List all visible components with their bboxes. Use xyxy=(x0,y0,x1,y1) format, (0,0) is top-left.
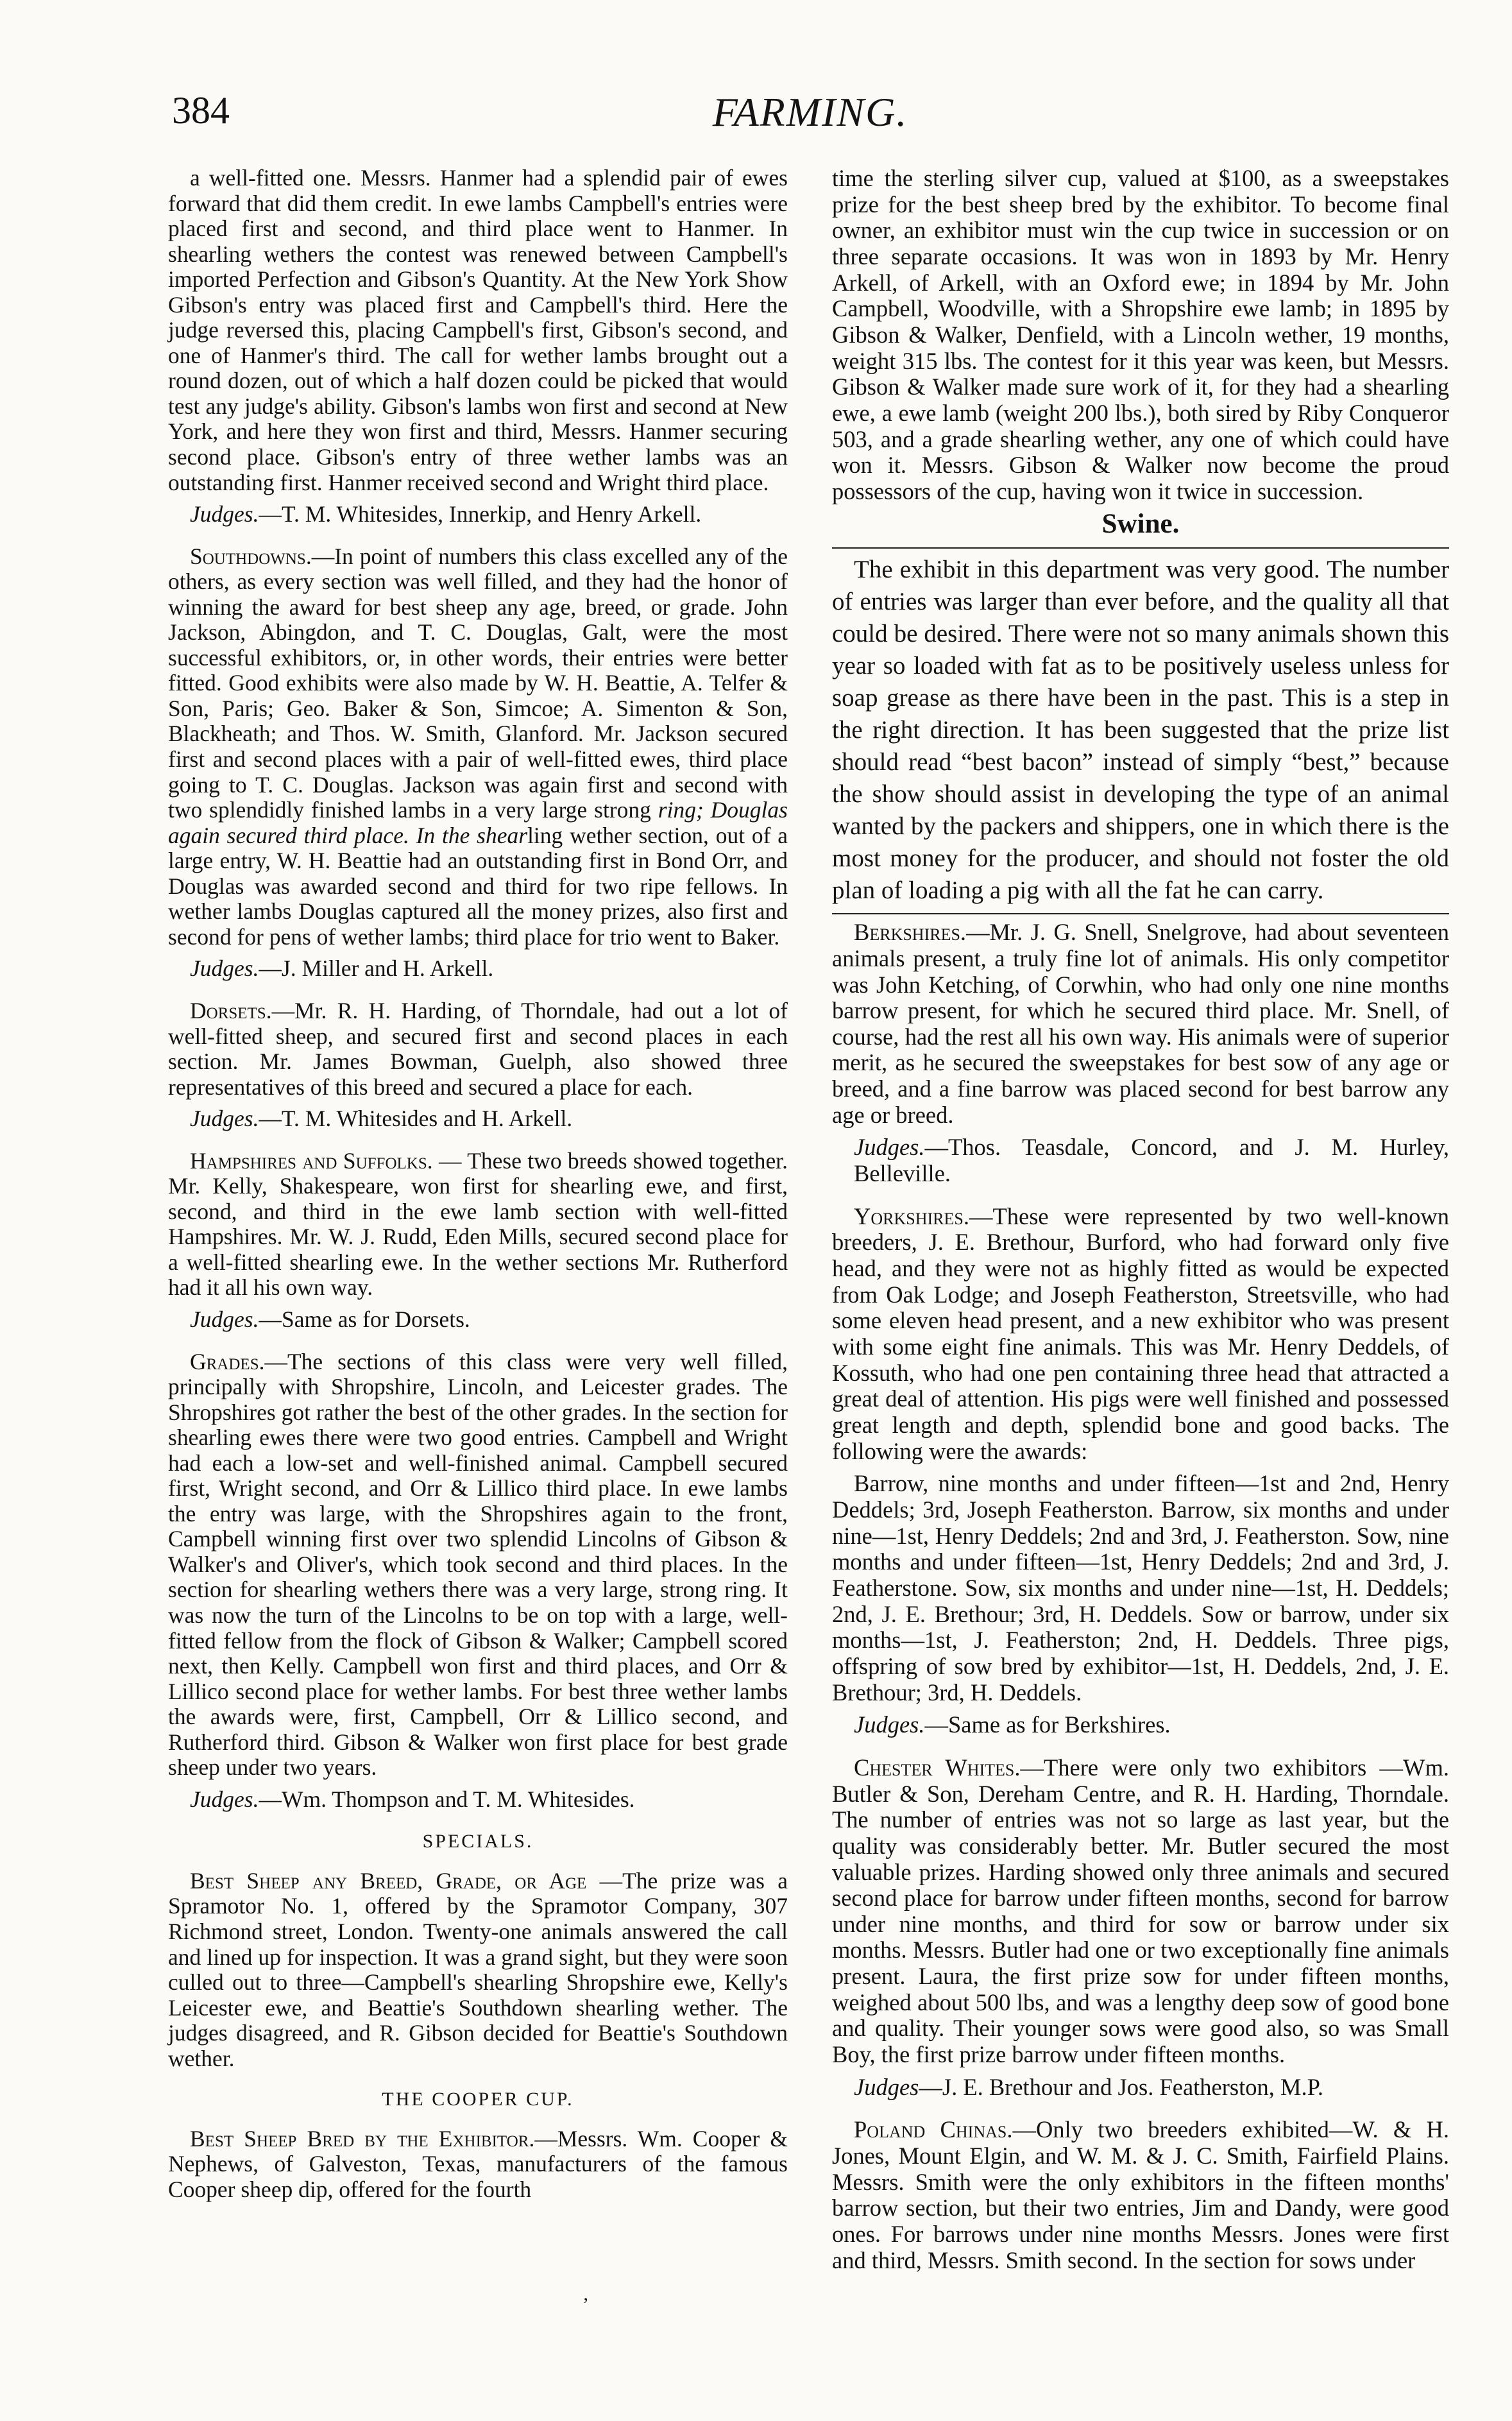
continuation-paragraph: a well-fitted one. Messrs. Hanmer had a splendid pair of ewes forward that did them credit. In ewe lambs Campbell's entries were placed first and second, and third place went to Hanmer. In shearling wethers the contest was renewed between Campbell's imported Perfection and Gibson's Quantity. At the New York Show Gibson's entry was placed first and Campbell's third. Here the judge reversed this, placing Campbell's first, Gibson's second, and one of Hanmer's third. The call for wether lambs brought out a round dozen, out of which a half dozen could be picked that would test any judge's ability. Gibson's lambs won first and second at New York, and here they won first and third, Messrs. Hanmer securing second place. Gibson's entry of three wether lambs was an outstanding first. Hanmer received second and Wright third place. xyxy=(168,165,788,495)
cooper-cup-continuation: time the sterling silver cup, valued at $100, as a sweepstakes prize for the best sheep bred by the exhibitor. To become final owner, an exhibitor must win the cup twice in succession or on three separate occasions. It was won in 1893 by Mr. Henry Arkell, of Arkell, with an Oxford ewe; in 1894 by Mr. John Campbell, Woodville, with a Shropshire ewe lamb; in 1895 by Gibson & Walker, Denfield, with a Lincoln wether, 19 months, weight 315 lbs. The contest for it this year was keen, but Messrs. Gibson & Walker made sure work of it, for they had a shearling ewe, a ewe lamb (weight 200 lbs.), both sired by Riby Conqueror 503, and a grade shearling wether, any one of which could have won it. Messrs. Gibson & Walker now become the proud possessors of the cup, having won it twice in succession. xyxy=(832,165,1449,504)
dorsets-heading: Dorsets. xyxy=(190,997,272,1023)
hampshires-paragraph xyxy=(168,1149,788,1301)
page-number: 384 xyxy=(172,89,230,132)
grades-text: —The sections of this class were very well filled, principally with Shropshire, Lincoln, and Leicester grades. The Shropshires got rather the best of the other grades. In the section for shearling ewes there were two good entries. Campbell and Wright had each a low-set and well-finished animal. Campbell secured first, Wright second, and Orr & Lillico third place. In ewe lambs the entry was large, with the Shropshires again to the front, Campbell winning first over two splendid Lincolns of Gibson & Walker's and Oliver's, which took second and third places. In the section for shearling wethers there was a very large, strong ring. It was now the turn of the Lincolns to be on top with a large, well-fitted fellow from the flock of Gibson & Walker; Campbell scored next, then Kelly. Campbell won first and third places, and Orr & Lillico second place for wether lambs. For best three wether lambs the awards were, first, Campbell, Orr & Lillico second, and Rutherford third. Gibson & Walker won first place for best grade sheep under two years. xyxy=(168,1348,788,1781)
section-rule xyxy=(832,913,1449,914)
poland-chinas-paragraph xyxy=(832,2117,1449,2273)
grades-paragraph xyxy=(168,1349,788,1781)
southdowns-italic: ring; Douglas again secured third place. In the shear xyxy=(168,797,788,848)
yorkshires-text: —These were represented by two well-known breeders, J. E. Brethour, Burford, who had forward only five head, and they were not as highly fitted as would be expected from Oak Lodge; and Joseph Featherston, Streetsville, who had some eleven head present, and a new exhibitor who was present with some eight fine animals. This was Mr. Henry Deddels, of Kossuth, who had one pen containing three head that attracted a great deal of attention. His pigs were well finished and possessed great length and depth, splendid bone and good backs. The following were the awards: xyxy=(832,1202,1449,1464)
best-sheep-paragraph xyxy=(168,1869,788,2071)
judges-label: Judges. xyxy=(190,1786,259,1812)
yorkshires-paragraph xyxy=(832,1204,1449,1465)
yorkshires-awards: Barrow, nine months and under fifteen—1st and 2nd, Henry Deddels; 3rd, Joseph Featherston. Barrow, six months and under nine—1st, Henry Deddels; 2nd and 3rd, J. Featherston. Sow, nine months and under fifteen—1st, Henry Deddels; 2nd and 3rd, J. Featherstone. Sow, six months and under nine—1st, H. Deddels; 2nd, J. E. Brethour; 3rd, H. Deddels. Sow or barrow, under six months—1st, J. Featherston; 2nd, H. Deddels. Three pigs, offspring of sow bred by exhibitor—1st, H. Deddels, 2nd, J. E. Brethour; 3rd, H. Deddels. xyxy=(832,1470,1449,1706)
judges-line xyxy=(832,1134,1449,1186)
judges-line xyxy=(168,502,788,527)
judges-text: —J. E. Brethour and Jos. Featherston, M.P. xyxy=(919,2073,1323,2100)
judges-label: Judges. xyxy=(854,1134,925,1161)
cooper-cup-heading: THE COOPER CUP. xyxy=(382,2089,574,2110)
hampshires-heading: Hampshires and Suffolks. xyxy=(190,1147,433,1174)
judges-text: —T. M. Whitesides, Innerkip, and Henry Arkell. xyxy=(259,501,702,527)
judges-text: —J. Miller and H. Arkell. xyxy=(259,955,494,982)
best-sheep-heading: Best Sheep any Breed, Grade, or Age xyxy=(190,1867,587,1894)
judges-line xyxy=(168,1307,788,1333)
poland-chinas-heading: Poland Chinas. xyxy=(854,2116,1013,2143)
southdowns-heading: Southdowns. xyxy=(190,543,312,569)
judges-text: —Wm. Thompson and T. M. Whitesides. xyxy=(259,1786,635,1812)
judges-text: —T. M. Whitesides and H. Arkell. xyxy=(259,1106,573,1132)
footer-mark: ’ xyxy=(582,2294,589,2315)
berkshires-paragraph xyxy=(832,920,1449,1128)
judges-label: Judges. xyxy=(190,955,259,982)
chester-whites-text: —There were only two exhibitors —Wm. Butler & Son, Dereham Centre, and R. H. Harding, Thorndale. The number of entries was not so large as last year, but the quality was considerably better. Mr. Butler secured the most valuable prizes. Harding showed only three animals and secured second place for barrow under fifteen months, second for barrow under nine months, and third for sow or barrow under six months. Messrs. Butler had one or two exceptionally fine animals present. Laura, the first prize sow for under fifteen months, weighed about 500 lbs, and was a lengthy deep sow of good bone and quality. Their younger sows were good also, so was Small Boy, the first prize barrow under fifteen months. xyxy=(832,1754,1449,2068)
section-rule xyxy=(832,547,1449,549)
bred-by-text: —Messrs. Wm. Cooper & Nephews, of Galveston, Texas, manufacturers of the famous Cooper sheep dip, offered for the fourth xyxy=(168,2125,788,2202)
judges-label: Judges. xyxy=(190,1106,259,1132)
running-title: FARMING. xyxy=(712,89,908,135)
poland-chinas-text: —Only two breeders exhibited—W. & H. Jones, Mount Elgin, and W. M. & J. C. Smith, Fairfield Plains. Messrs. Smith were the only exhibitors in the fifteen months' barrow section, but their two entries, Jim and Dandy, were good ones. For barrows under nine months Messrs. Jones were first and third, Messrs. Smith second. In the section for sows under xyxy=(832,2116,1449,2273)
berkshires-text: —Mr. J. G. Snell, Snelgrove, had about seventeen animals present, a truly fine lot of animals. His only competitor was John Ketching, of Corwhin, who had only one nine months barrow present, for which he secured third place. Mr. Snell, of course, had the rest all his own way. His animals were of superior merit, as he secured the sweepstakes for best sow of any age or breed, and a fine barrow was placed second for best barrow any age or breed. xyxy=(832,919,1449,1128)
right-column xyxy=(832,166,1449,2280)
judges-line xyxy=(168,1106,788,1132)
page-header xyxy=(172,89,1448,146)
southdowns-paragraph xyxy=(168,544,788,950)
judges-line xyxy=(832,2075,1449,2101)
judges-label: Judges. xyxy=(854,1711,925,1738)
judges-line xyxy=(168,956,788,982)
dorsets-paragraph xyxy=(168,998,788,1100)
specials-heading: SPECIALS. xyxy=(422,1831,534,1852)
chester-whites-paragraph xyxy=(832,1755,1449,2068)
judges-label: Judges. xyxy=(190,1306,259,1332)
bred-by-exhibitor-paragraph xyxy=(168,2126,788,2203)
left-column xyxy=(168,166,788,2209)
judges-line xyxy=(168,1787,788,1813)
berkshires-heading: Berkshires. xyxy=(854,919,967,946)
judges-text: —Thos. Teasdale, Concord, and J. M. Hurley, Belleville. xyxy=(854,1134,1449,1187)
judges-label: Judges. xyxy=(190,501,259,527)
chester-whites-heading: Chester Whites. xyxy=(854,1754,1021,1781)
hampshires-text: — These two breeds showed together. Mr. Kelly, Shakespeare, won first for shearling ewe, and first, second, and third in the ewe lamb section with well-fitted Hampshires. Mr. W. J. Rudd, Eden Mills, secured second place for a well-fitted shearling ewe. In the wether sections Mr. Rutherford had it all his own way. xyxy=(168,1147,788,1301)
bred-by-heading: Best Sheep Bred by the Exhibitor. xyxy=(190,2125,535,2152)
judges-text: —Same as for Dorsets. xyxy=(259,1306,470,1332)
judges-line xyxy=(832,1712,1449,1738)
yorkshires-heading: Yorkshires. xyxy=(854,1202,969,1229)
best-sheep-text: —The prize was a Spramotor No. 1, offered by the Spramotor Company, 307 Richmond street, London. Twenty-one animals answered the call and lined up for inspection. It was a grand sight, but they were soon culled out to three—Campbell's shearling Shropshire ewe, Kelly's Leicester ewe, and Beattie's Southdown shearling wether. The judges disagreed, and R. Gibson decided for Beattie's Southdown wether. xyxy=(168,1867,788,2071)
grades-heading: Grades. xyxy=(190,1348,265,1374)
dorsets-text: —Mr. R. H. Harding, of Thorndale, had out a lot of well-fitted sheep, and secured first and second places in each section. Mr. James Bowman, Guelph, also showed three representatives of this breed and secured a place for each. xyxy=(168,997,788,1100)
swine-heading: Swine. xyxy=(1101,508,1180,539)
swine-intro-paragraph: The exhibit in this department was very good. The number of entries was larger than ever before, and the quality all that could be desired. There were not so many animals shown this year so loaded with fat as to be positively useless unless for soap grease as there have been in the past. This is a step in the right direction. It has been suggested that the prize list should read “best bacon” instead of simply “best,” because the show should assist in developing the type of an animal wanted by the packers and shippers, one in which there is the most money for the producer, and should not foster the old plan of loading a pig with all the fat he can carry. xyxy=(832,556,1449,905)
judges-label: Judges xyxy=(854,2073,919,2100)
southdowns-text-2: ling wether section, out of a large entry, W. H. Beattie had an outstanding first in Bond Orr, and Douglas was awarded second and third for two ripe fellows. In wether lambs Douglas captured all the money prizes, also first and second for pens of wether lambs; third place for trio went to Baker. xyxy=(168,822,788,950)
judges-text: —Same as for Berkshires. xyxy=(924,1711,1171,1738)
southdowns-text-1: —In point of numbers this class excelled any of the others, as every section was well filled, and they had the honor of winning the award for best sheep any age, breed, or grade. John Jackson, Abingdon, and T. C. Douglas, Galt, were the most successful exhibitors, or, in other words, their entries were better fitted. Good exhibits were also made by W. H. Beattie, A. Telfer & Son, Paris; Geo. Baker & Son, Simcoe; A. Simenton & Son, Blackheath; and Thos. W. Smith, Glanford. Mr. Jackson secured first and second places with a pair of well-fitted ewes, third place going to T. C. Douglas. Jackson was again first and second with two splendidly finished lambs in a very large strong xyxy=(168,543,788,823)
